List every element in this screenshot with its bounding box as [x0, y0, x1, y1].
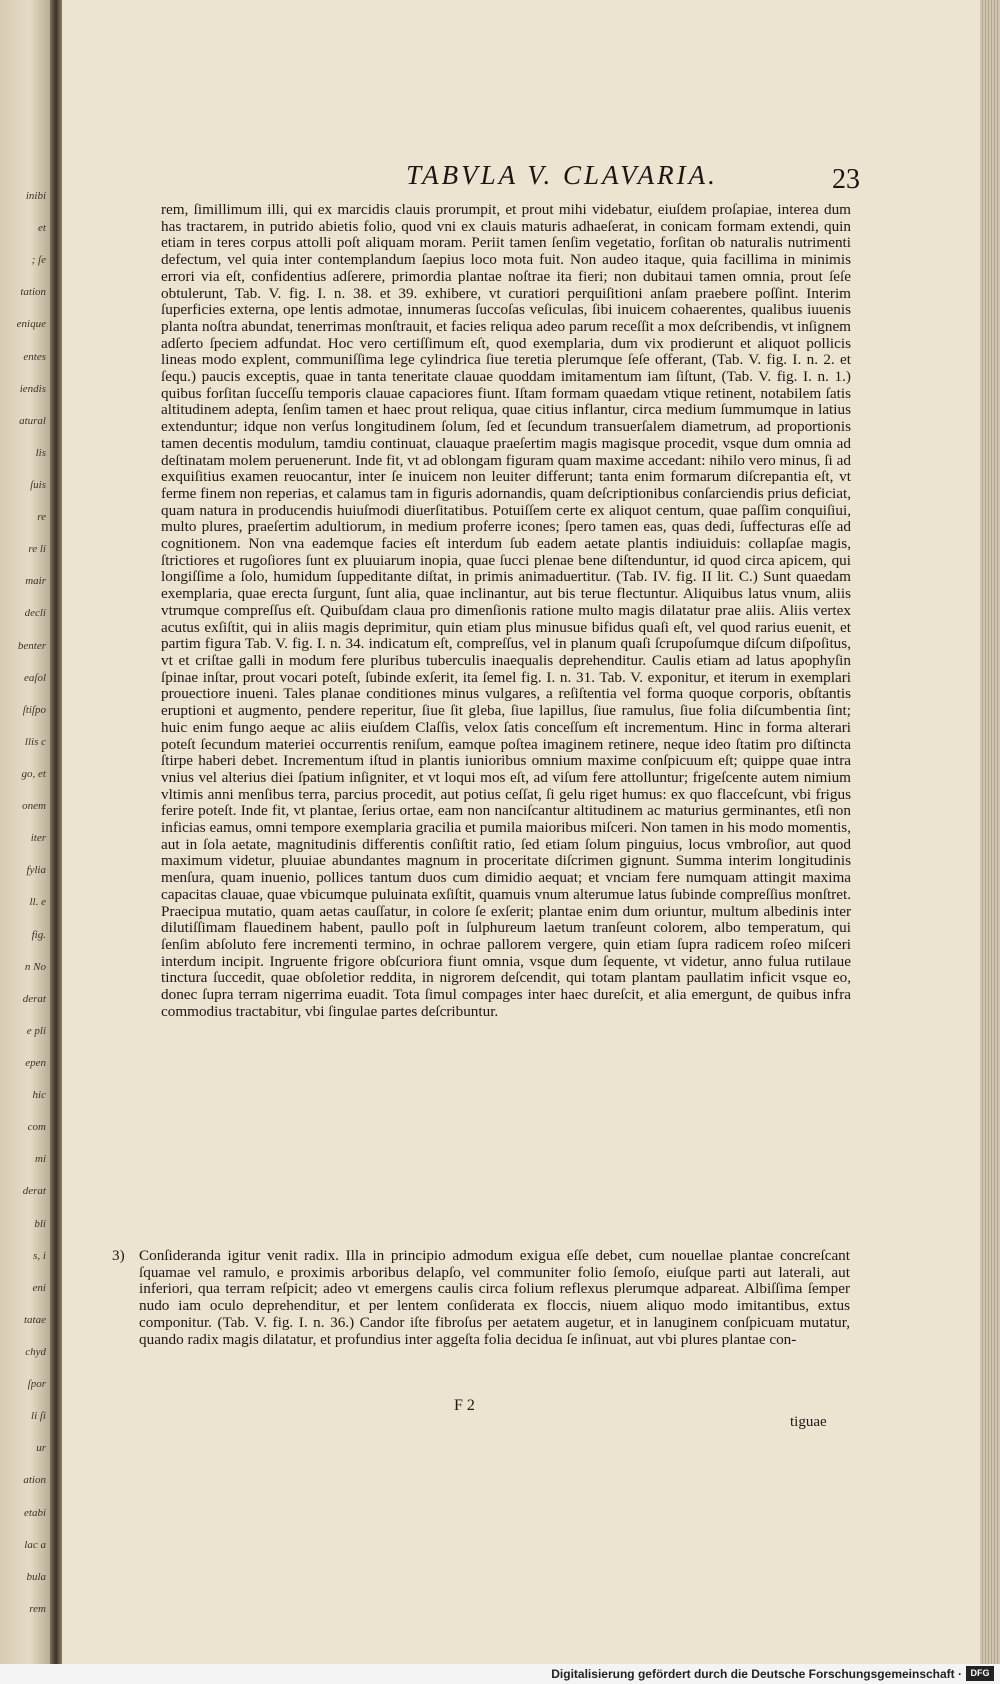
- left-page-fragment: bli: [34, 1217, 46, 1230]
- left-page-fragment: epen: [25, 1057, 46, 1069]
- left-page-fragment: tation: [20, 286, 46, 299]
- left-page-fragment: derat: [22, 992, 46, 1005]
- left-page-fragment: derat: [22, 1185, 46, 1198]
- book-gutter: [50, 0, 62, 1664]
- left-page-fragment: iendis: [19, 382, 46, 395]
- left-page-fragment: ſtiſpo: [22, 703, 46, 716]
- left-page-fragment: re li: [28, 543, 46, 556]
- left-page-fragment: lis: [35, 446, 46, 459]
- left-page-fragment: enique: [16, 318, 46, 331]
- left-page-fragment: s, i: [33, 1249, 46, 1262]
- left-page-fragment: ſuis: [30, 479, 46, 491]
- left-page-fragment: onem: [22, 800, 46, 813]
- left-page-fragment: bula: [26, 1570, 46, 1583]
- left-page-fragment: ation: [23, 1474, 46, 1487]
- left-page-fragment: n No: [24, 960, 46, 973]
- body-text: [161, 202, 851, 1020]
- left-page-fragment: tatae: [24, 1313, 46, 1326]
- left-page-fragment: eni: [32, 1281, 46, 1294]
- left-page-fragment: re: [37, 511, 46, 524]
- digitization-footer: [0, 1664, 1000, 1684]
- left-page-fragment: et: [38, 222, 46, 235]
- running-header: TABVLA V. CLAVARIA.: [406, 160, 718, 190]
- left-page-fragment: e pli: [26, 1024, 46, 1037]
- signature-mark: F 2: [454, 1397, 475, 1414]
- left-page-fragment: llis c: [24, 735, 46, 748]
- right-page: [62, 0, 980, 1664]
- left-page-fragment: go, et: [21, 768, 46, 780]
- item-number: 3): [112, 1247, 125, 1264]
- left-page-fragment: chyd: [25, 1346, 46, 1358]
- left-page-fragment: etabi: [24, 1506, 46, 1519]
- left-page-fragment: com: [27, 1121, 46, 1134]
- footer-credit: Digitalisierung gefördert durch die Deutsche Forschungsgemeinschaft ·: [551, 1667, 962, 1681]
- catchword: tiguae: [790, 1414, 827, 1430]
- left-page-fragment: rem: [29, 1602, 46, 1615]
- left-page-fragment: decli: [24, 607, 46, 620]
- left-page-fragment: ur: [36, 1442, 46, 1455]
- numbered-item: [112, 1248, 850, 1348]
- left-page-fragment: inibi: [25, 190, 46, 202]
- left-page-fragment: hic: [32, 1089, 46, 1102]
- left-page-fragment: fylia: [26, 864, 46, 877]
- left-page-fragment: benter: [17, 639, 46, 652]
- left-page-fragment: ſpor: [27, 1378, 46, 1391]
- paragraph: rem, ſimillimum illi, qui ex marcidis clauis prorumpit, et prout mihi videbatur, eiuſdem proſapiae, interea dum has tractarem, in putrido abietis folio, quod vni ex clauis maturis adhaeſerat, in conicam formam extendi, quin etiam in teres corpus attolli poſt aliquam moram. Periit tamen ſenſim vegetatio, forſitan ob naturalis nutrimenti defectum, vel quia inter contemplandum ſaepius loco mota fuit. Non audeo itaque, quia facillima in minimis errori via eſt, confidentius adſerere, primordia plantae noſtrae ita fieri; non dubitaui tamen omnia, prout ſeſe obtulerunt, Tab. V. fig. I. n. 38. et 39. exhibere, vt curatiori perquiſitioni anſam praebere poſſint. Interim ſuperficies externa, ope lentis admotae, innumeras ſuccoſas veſiculas, ſibi inuicem cohaerentes, qualibus iuuenis planta noſtra abundat, tenerrimas monſtrauit, et facies reliqua adeo parum receſſit a mox deſcribendis, vt inſignem adſerto ſpeciem adfundat. Hoc vero certiſſimum eſt, quod exemplaria, dum vix prodierunt et aliquot pollicis lineas modo explent, communiſſima lege cylindrica ſiue teretia plerumque ſeſe offerant, (Tab. V. fig. I. n. 2. et ſequ.) paucis exceptis, quae in tanta teneritate clauae quoddam imitamentum iam ſiſtunt, (Tab. V. fig. I. n. 1.) quibus forſitan ſucceſſu temporis clauae capaciores fiunt. Iſtam formam quaedam vtique retinent, notabilem ſatis altitudinem adepta, ſenſim tamen et haec prout reliqua, quae citius inflantur, circa medium ſummumque in latius extenduntur; idque non verſus longitudinem ſolum, ſed et ſecundum transuerſalem diametrum, ad proportionis tamen decentis modulum, tamdiu continuat, clauaque praeſertim magis magisque procedit, vsque dum omnia ad deſtinatam molem peruenerunt. Inde fit, vt ad oblongam figuram quam maxime accedant: nihilo vero minus, ſi ad exquiſitius examen reuocantur, inter ſe inuicem non leuiter differunt; tanta enim formarum diſcrepantia eſt, vt ferme finem non reperias, et calamus tam in figuris adornandis, quam deſcriptionibus conſarciendis prius deficiat, quam natura in producendis huiuſmodi diuerſitatibus. Potuiſſem certe ex aliquot centum, quae paſſim conquiſiui, multo plures, praeſertim adultiorum, in medium proferre icones; ſpero tamen eas, quas dedi, ſuffecturas eſſe ad cognitionem. Non vna eademque facies eſt interdum ſub eadem aetate plantis indiuiduis: collapſae magis, ſtrictiores et rugoſiores ſunt ex pluuiarum inopia, quae ſucci plenae bene diſtenduntur, id quod circa apicem, qui longiſſime a ſolo, humidum ſuppeditante diſtat, in primis animaduertitur. (Tab. IV. fig. II lit. C.) Sunt quaedam exemplaria, quae erecta ſurgunt, ſunt alia, quae inclinantur, aut bis terue flectuntur. Aliquibus latus vnum, aliis vtrumque compreſſus eſt. Quibuſdam claua pro dimenſionis ratione multo magis dilatatur prae aliis. Aliis vertex acutus exſiſtit, qui in aliis magis deprimitur, quin etiam plus minusue bifidus quaſi eſt, vel quod rarius euenit, et partim figura Tab. V. fig. I. n. 34. indicatum eſt, compreſſus, vel in planum quaſi ſcrupoſumque diſcum diſpoſitus, vt et criſtae galli in modum fere pluribus tuberculis inaequalis deprehenditur. Caulis etiam ad latus apophyſin ſpinae inſtar, prout vocari poteſt, ſubinde exſerit, ita ſemel fig. I. n. 31. Tab. V. exponitur, et iterum in exemplari prouectiore inueni. Tales planae conditiones minus vulgares, a reſiſtentia vel forma quoque corporis, obſtantis eruptioni et augmento, pendere reperitur, ſiue ſit gleba, ſiue lapillus, ſiue ramulus, ſiue folia diſcumbentia ſint; huic enim fungo aeque ac aliis eiuſdem Claſſis, velox ſatis conceſſum eſt incrementum. Hinc in forma alterari poteſt ſecundum materiei occurrentis reniſum, eamque poſtea imaginem retinere, neque ideo ſtatim pro diſtincta ſtirpe haberi debet. Incrementum iſtud in plantis iunioribus omnium maxime conſpicuum eſt; quippe quae intra vnius vel alterius diei ſpatium inſigniter, et vt loqui mos eſt, ad viſum fere attolluntur; frigeſcente autem nimium vltimis anni menſibus terra, parcius procedit, aut potius ceſſat, ſi gelu riget humus: ex quo flacceſcunt, vbi frigus ferire poteſt. Inde fit, vt plantae, ſerius ortae, eam non nanciſcantur altitudinem ac maturius germinantes, etſi non inficias eamus, omni tempore exemplaria gracilia et pumila maioribus miſceri. Non tamen in his modo momentis, aut in ſola aetate, magnitudinis differentis conſiſtit ratio, ſed etiam ſolum pinguius, locus vmbroſior, aut quod maximum videtur, pluuiae abundantes magnum in proceritate diſcrimen gignunt. Summa interim longitudinis menſura, quam inuenio, pollices tantum duos cum dimidio aequat; et vnciam fere numquam attingit maxima capacitas clauae, quae vbicumque puluinata exſiſtit, quamuis vnum alterumue latus ſubinde compreſſius monſtret. Praecipua mutatio, quam aetas cauſſatur, in colore ſe exſerit; plantae enim dum oriuntur, multum albedinis inter dilutiſſimam flauedinem habent, paullo poſt in ſulphureum laetum tranſeunt colorem, albo temperatum, qui ſenſim abſoluto fere incrementi termino, in ochrae pallorem vergere, quin etiam ſupra radicem roſeo miſceri interdum incipit. Ingruente frigore obſcuriora fiunt omnia, vsque dum ſequente, vt videtur, anno fulua rutilaue tinctura ſuccedit, quae obſoletior reddita, in nigrorem deſcendit, qui totam plantam paullatim inficit vsque eo, donec ſupra terram nigerrima euadit. Tota ſimul compages inter haec dureſcit, et alia emergunt, de quibus infra commodius tractabitur, vbi ſingulae partes deſcribuntur.: [161, 201, 852, 1020]
- dfg-logo: DFG: [966, 1666, 994, 1681]
- page-number: 23: [832, 164, 860, 195]
- left-page-fragment: ; ſe: [31, 254, 46, 267]
- left-page-fragment: lac a: [24, 1538, 46, 1551]
- left-page-fragment: mi: [35, 1153, 46, 1166]
- item-text: Conſideranda igitur venit radix. Illa in principio admodum exigua eſſe debet, cum nouellae plantae concreſcant ſquamae vel ramulo, e proximis arboribus delapſo, vel communiter folio ſemoſo, eiuſque parti aut laterali, aut inferiori, qua terram reſpicit; adeo vt emergens caulis circa folium reflexus plerumque adpareat. Albiſſima ſemper nudo iam oculo deprehenditur, et per lentem conſiderata ex floccis, niuem aliquo modo imitantibus, extus componitur. (Tab. V. fig. I. n. 36.) Candor iſte fibroſus per aetatem augetur, et in lanuginem conſpicuam mutatur, quando radix magis dilatatur, et profundius inter aggeſta folia decidua ſe inſinuat, aut vbi plures plantae con-: [139, 1247, 850, 1348]
- page-edge: [980, 0, 1000, 1664]
- left-page-fragment: li ſi: [31, 1410, 46, 1423]
- left-page-fragment: mair: [25, 575, 46, 588]
- left-page-fragment: fig.: [31, 928, 46, 941]
- left-page-fragment: eaſol: [24, 671, 46, 684]
- left-page-fragment: iter: [30, 832, 46, 845]
- left-page-fragment: atural: [19, 414, 46, 427]
- left-page-margin: [0, 0, 50, 1664]
- left-page-fragment: ll. e: [29, 896, 46, 909]
- left-page-fragment: entes: [23, 350, 46, 363]
